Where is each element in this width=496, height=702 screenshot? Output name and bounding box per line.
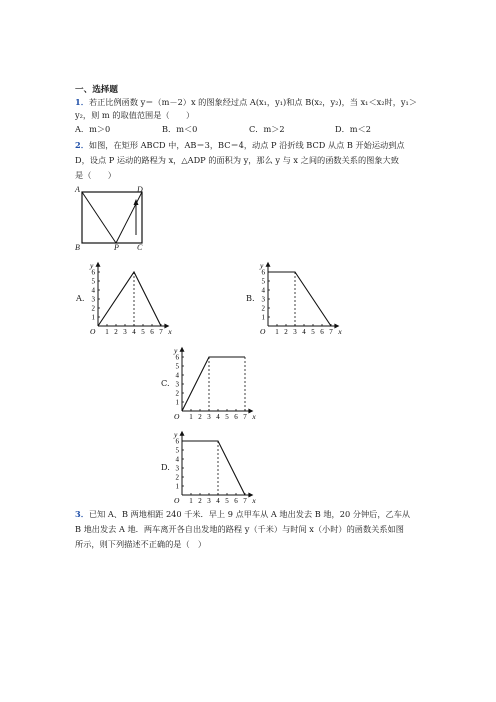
x-tick-label: 4 <box>132 328 136 336</box>
y-tick-label: 5 <box>175 446 179 455</box>
x-tick-label: 1 <box>189 497 193 505</box>
y-tick-label: 4 <box>91 286 95 295</box>
y-tick-label: 3 <box>175 380 179 389</box>
plot-c[interactable] <box>172 341 268 421</box>
x-tick-label: 6 <box>234 413 238 421</box>
x-tick-label: 5 <box>225 413 229 421</box>
origin-label: O <box>260 327 266 336</box>
question-1-number: 1． <box>75 97 89 107</box>
question-3-number: 3． <box>75 509 89 519</box>
y-axis-arrow-icon <box>180 431 185 436</box>
x-tick-label: 3 <box>123 328 127 336</box>
question-3-line-1 <box>75 509 410 520</box>
vertex-c-label: C <box>137 243 143 252</box>
origin-label: O <box>174 412 180 421</box>
plot-b[interactable] <box>258 256 354 336</box>
y-axis-arrow-icon <box>266 262 271 267</box>
plot-d[interactable] <box>172 425 268 505</box>
question-1-text-1: 若正比例函数 y＝（m－2）x 的图象经过点 A(x₁，y₁)和点 B(x₂，y₂)，当 x₁＜x₂时，y₁＞ <box>88 97 418 107</box>
y-tick-label: 2 <box>91 304 95 313</box>
x-tick-label: 6 <box>320 328 324 336</box>
origin-label: O <box>174 496 180 505</box>
x-tick-label: 5 <box>225 497 229 505</box>
y-tick-label: 3 <box>261 295 265 304</box>
y-tick-label: 6 <box>261 268 265 277</box>
x-axis-label: x <box>168 327 172 336</box>
question-2-line-1 <box>75 140 405 151</box>
x-tick-label: 4 <box>216 413 220 421</box>
option-a-label[interactable]: A. <box>76 293 85 303</box>
question-1-option-d[interactable]: D．m＜2 <box>335 124 371 134</box>
question-2-text-1: 如图，在矩形 ABCD 中，AB＝3，BC＝4，动点 P 沿折线 BCD 从点 B 开始运动到点 <box>88 140 405 150</box>
option-b-label[interactable]: B. <box>246 293 255 303</box>
y-axis-arrow-icon <box>96 262 101 267</box>
y-tick-label: 6 <box>175 353 179 362</box>
plot-a[interactable] <box>88 256 184 336</box>
y-tick-label: 4 <box>175 455 179 464</box>
y-axis-label: y <box>174 429 178 439</box>
question-3-text-3: 所示，则下列描述不正确的是（ ） <box>75 539 207 549</box>
question-1-option-c[interactable]: C．m＞2 <box>249 124 285 134</box>
x-tick-label: 7 <box>243 413 247 421</box>
question-2-text-2: D，设点 P 运动的路程为 x，△ADP 的面积为 y，那么 y 与 x 之间的函数关系的图象大致 <box>75 155 399 165</box>
x-tick-label: 5 <box>141 328 145 336</box>
y-tick-label: 4 <box>261 286 265 295</box>
y-tick-label: 5 <box>91 277 95 286</box>
point-p-label: P <box>114 243 119 252</box>
y-tick-label: 3 <box>91 295 95 304</box>
x-tick-label: 6 <box>150 328 154 336</box>
x-tick-label: 5 <box>311 328 315 336</box>
y-tick-label: 2 <box>175 389 179 398</box>
x-tick-label: 3 <box>207 413 211 421</box>
x-tick-label: 1 <box>105 328 109 336</box>
y-tick-label: 4 <box>175 371 179 380</box>
series-line <box>268 272 331 326</box>
x-tick-label: 2 <box>284 328 288 336</box>
y-tick-label: 2 <box>175 473 179 482</box>
x-tick-label: 2 <box>114 328 118 336</box>
question-1-option-a[interactable]: A．m＞0 <box>75 124 111 134</box>
option-c-label[interactable]: C. <box>161 378 170 388</box>
y-tick-label: 1 <box>91 313 95 322</box>
y-tick-label: 3 <box>175 464 179 473</box>
question-2-text-3: 是（ ） <box>75 170 116 180</box>
x-tick-label: 4 <box>216 497 220 505</box>
vertex-d-label: D <box>137 185 143 194</box>
question-3-text-2: B 地出发去 A 地．两车离开各自出发地的路程 y（千米）与时间 x（小时）的函数关系如图 <box>75 524 404 534</box>
x-axis-label: x <box>338 327 342 336</box>
x-tick-label: 2 <box>198 413 202 421</box>
y-tick-label: 1 <box>175 482 179 491</box>
series-line <box>98 272 161 326</box>
vertex-a-label: A <box>75 185 80 194</box>
y-axis-arrow-icon <box>180 347 185 352</box>
x-axis-label: x <box>252 496 256 505</box>
y-axis-label: y <box>174 345 178 355</box>
y-tick-label: 1 <box>261 313 265 322</box>
x-tick-label: 1 <box>189 413 193 421</box>
x-tick-label: 2 <box>198 497 202 505</box>
y-tick-label: 5 <box>261 277 265 286</box>
y-tick-label: 2 <box>261 304 265 313</box>
x-tick-label: 4 <box>302 328 306 336</box>
series-line <box>182 441 245 495</box>
question-2-number: 2． <box>75 140 89 150</box>
section-title: 一、选择题 <box>75 85 118 95</box>
question-1-text-2: y₂，则 m 的取值范围是（ ） <box>75 110 195 120</box>
origin-label: O <box>90 327 96 336</box>
question-1-option-b[interactable]: B．m＜0 <box>162 124 198 134</box>
x-tick-label: 3 <box>293 328 297 336</box>
x-tick-label: 7 <box>329 328 333 336</box>
y-tick-label: 6 <box>175 437 179 446</box>
y-axis-label: y <box>260 260 264 270</box>
y-axis-label: y <box>90 260 94 270</box>
series-line <box>182 357 245 411</box>
y-tick-label: 6 <box>91 268 95 277</box>
x-tick-label: 1 <box>275 328 279 336</box>
question-3-text-1: 已知 A、B 两地相距 240 千米．早上 9 点甲车从 A 地出发去 B 地，20 分钟后，乙车从 <box>88 509 411 519</box>
x-tick-label: 7 <box>159 328 163 336</box>
y-tick-label: 1 <box>175 398 179 407</box>
x-axis-label: x <box>252 412 256 421</box>
x-tick-label: 6 <box>234 497 238 505</box>
option-d-label[interactable]: D. <box>161 462 170 472</box>
question-1-line-1 <box>75 97 417 108</box>
x-tick-label: 7 <box>243 497 247 505</box>
vertex-b-label: B <box>75 243 80 252</box>
y-tick-label: 5 <box>175 362 179 371</box>
x-tick-label: 3 <box>207 497 211 505</box>
